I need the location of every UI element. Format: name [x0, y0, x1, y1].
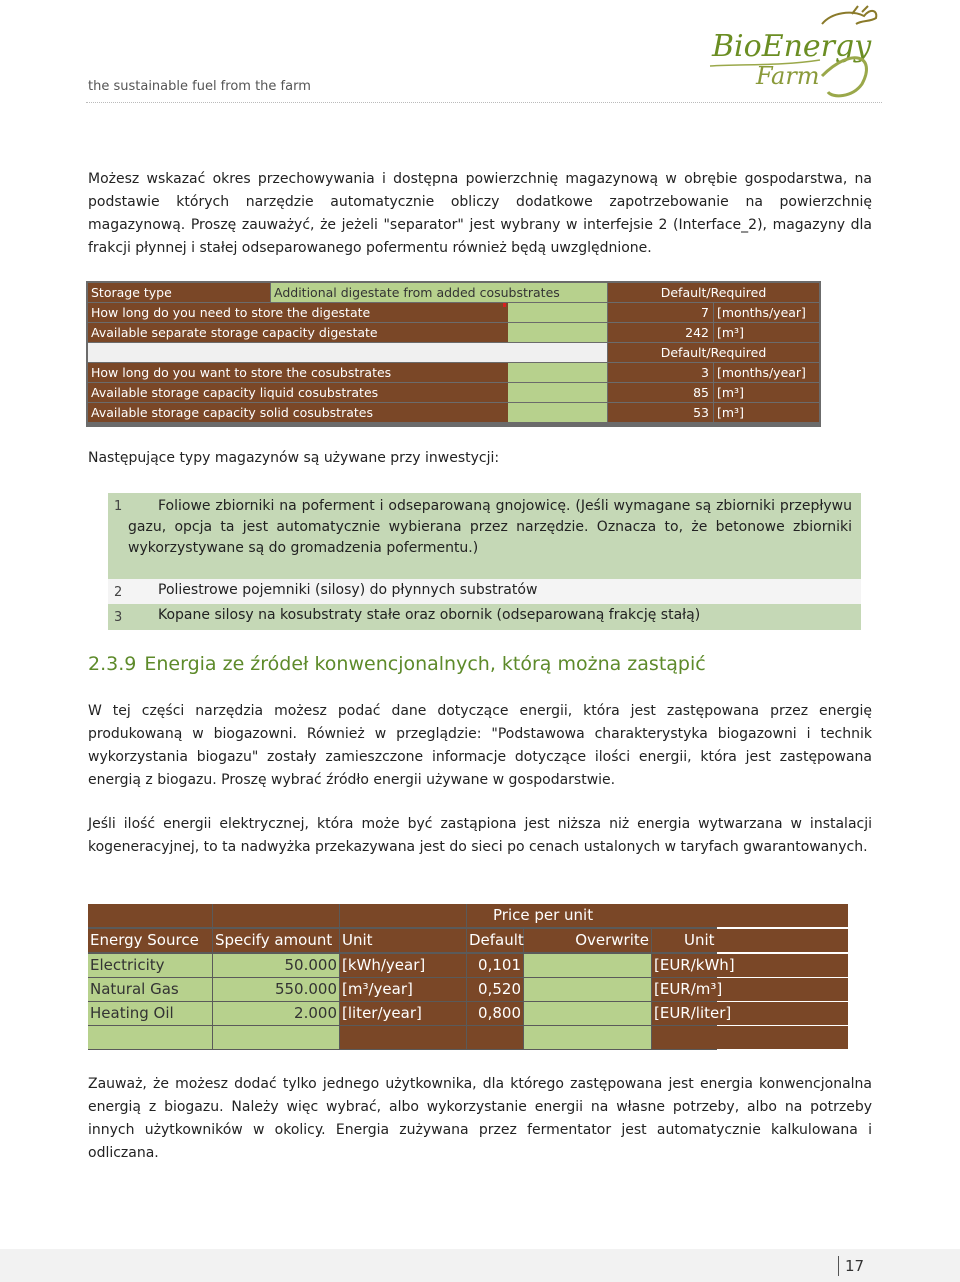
unit-cell: [liter/year] [340, 1002, 466, 1025]
energy-source-cell[interactable] [88, 1026, 212, 1049]
row-value[interactable]: 85 [608, 383, 713, 402]
list-item [108, 493, 861, 579]
row-unit: [m³] [714, 383, 819, 402]
overwrite-price-input[interactable] [524, 954, 651, 977]
energy-table [88, 904, 735, 1050]
section-title: Energia ze źródeł konwencjonalnych, którą można zastąpić [144, 653, 706, 675]
list-text: Poliestrowe pojemniki (silosy) do płynnych substratów [158, 582, 538, 598]
row-unit: [m³] [714, 403, 819, 422]
list-item [108, 579, 861, 605]
section-number: 2.3.9 [88, 653, 137, 675]
price-unit-cell: [EUR/m³] [652, 978, 848, 1001]
price-unit-cell [652, 1026, 848, 1049]
amount-input[interactable]: 550.000 [213, 978, 339, 1001]
svg-text:BioEnergy: BioEnergy [712, 29, 872, 64]
table-row [88, 343, 819, 363]
overwrite-price-input[interactable] [524, 1002, 651, 1025]
table-row [88, 1002, 848, 1025]
table-row [88, 1026, 848, 1049]
price-unit-cell: [EUR/liter] [652, 1002, 848, 1025]
table-header-row [88, 929, 848, 952]
unit-cell: [kWh/year] [340, 954, 466, 977]
column-header: Specify amount [213, 929, 339, 952]
column-header: Unit [340, 929, 466, 952]
table-row [88, 403, 819, 423]
energy-intro-paragraph: W tej części narzędzia możesz podać dane dotyczące energii, która jest zastępowana przez energię produkowaną w biogazowni. Również w przeglądzie: "Podstawowa charakterystyka biogazowni i technik wykorzystania biogazu" zostały zamieszczone informacje dotyczące ilości energii, która jest zastępowana energią z biogazu. Proszę wybrać źródło energii używane w gospodarstwie. [88, 703, 872, 788]
storage-type-label: Storage type [88, 283, 270, 302]
table-row [88, 323, 819, 343]
list-item [108, 604, 861, 630]
amount-input[interactable]: 2.000 [213, 1002, 339, 1025]
blank-cell [88, 343, 607, 362]
amount-input[interactable]: 50.000 [213, 954, 339, 977]
page-number: 17 [838, 1256, 864, 1276]
header-tagline: the sustainable fuel from the farm [88, 79, 311, 94]
input-cell[interactable] [508, 303, 607, 322]
list-text: Kopane silosy na kosubstraty stałe oraz obornik (odseparowaną frakcję stałą) [158, 607, 701, 623]
table-row [88, 303, 819, 323]
overwrite-price-input[interactable] [524, 1026, 651, 1049]
row-label: Available storage capacity liquid cosubstrates [88, 383, 607, 402]
row-label: Available storage capacity solid cosubstrates [88, 403, 607, 422]
unit-cell: [m³/year] [340, 978, 466, 1001]
row-unit: [m³] [714, 323, 819, 342]
footer-bar [0, 1249, 960, 1282]
storage-table [86, 281, 821, 427]
input-cell[interactable] [508, 363, 607, 382]
storage-type-select[interactable]: Additional digestate from added cosubstrates [271, 283, 607, 302]
row-label: How long do you need to store the digestate [88, 303, 607, 322]
default-required-header: Default/Required [608, 343, 819, 362]
table-row [88, 954, 848, 977]
bioenergy-farm-logo [702, 6, 882, 102]
column-header: Unit [652, 929, 848, 952]
table-row [88, 383, 819, 403]
default-price-cell: 0,520 [467, 978, 523, 1001]
input-cell[interactable] [508, 403, 607, 422]
column-header: Energy Source [88, 929, 212, 952]
row-value[interactable]: 242 [608, 323, 713, 342]
default-price-cell: 0,800 [467, 1002, 523, 1025]
row-value[interactable]: 7 [608, 303, 713, 322]
price-per-unit-header: Price per unit [467, 904, 848, 927]
list-number: 1 [114, 499, 123, 514]
table-row [88, 978, 848, 1001]
intro-paragraph: Możesz wskazać okres przechowywania i dostępna powierzchnię magazynową w obrębie gospodarstwa, na podstawie których narzędzie automatycznie obliczy dodatkowe zapotrzebowanie na powierzchnię magazynową. Proszę zauważyć, że jeżeli "separator" jest wybrany w interfejsie 2 (Interface_2), magazyny dla frakcji płynnej i stałej odseparowanego pofermentu również będą uwzględnione. [88, 171, 872, 256]
row-label: Available separate storage capacity digestate [88, 323, 607, 342]
input-cell[interactable] [508, 383, 607, 402]
storage-types-intro: Następujące typy magazynów są używane przy inwestycji: [88, 450, 500, 466]
row-unit: [months/year] [714, 303, 819, 322]
default-price-cell: 0,101 [467, 954, 523, 977]
column-header: Default [467, 929, 523, 952]
comment-marker [503, 303, 506, 307]
amount-input[interactable] [213, 1026, 339, 1049]
svg-text:Farm: Farm [756, 62, 820, 90]
energy-source-cell[interactable]: Natural Gas [88, 978, 212, 1001]
energy-source-cell[interactable]: Electricity [88, 954, 212, 977]
section-heading [88, 653, 706, 675]
header-rule [86, 102, 882, 103]
column-header: Overwrite [524, 929, 651, 952]
price-unit-cell: [EUR/kWh] [652, 954, 848, 977]
overwrite-price-input[interactable] [524, 978, 651, 1001]
row-value[interactable]: 53 [608, 403, 713, 422]
row-label: How long do you want to store the cosubstrates [88, 363, 607, 382]
surplus-paragraph: Jeśli ilość energii elektrycznej, która może być zastąpiona jest niższa niż energia wytwarzana w instalacji kogeneracyjnej, to ta nadwyżka przekazywana jest do sieci po cenach ustalonych w taryfach gwarantowanych. [88, 816, 872, 855]
note-paragraph: Zauważ, że możesz dodać tylko jednego użytkownika, dla którego zastępowana jest energia konwencjonalna energią z biogazu. Należy więc wybrać, albo wykorzystanie energii na własne potrzeby, albo na potrzeby innych użytkowników w okolicy. Energia zużywana przez fermentator jest automatycznie kalkulowana i odliczana. [88, 1076, 872, 1161]
default-price-cell [467, 1026, 523, 1049]
unit-cell [340, 1026, 466, 1049]
default-required-header: Default/Required [608, 283, 819, 302]
list-text: Foliowe zbiorniki na poferment i odseparowaną gnojowicę. (Jeśli wymagane są zbiorniki przepływu gazu, opcja ta jest automatycznie wybierana przez narzędzie. Oznacza to, że betonowe zbiorniki wykorzystywane są do gromadzenia pofermentu.) [128, 498, 852, 556]
energy-source-cell[interactable]: Heating Oil [88, 1002, 212, 1025]
row-unit: [months/year] [714, 363, 819, 382]
input-cell[interactable] [508, 323, 607, 342]
storage-type-row [88, 283, 819, 303]
list-number: 3 [114, 610, 123, 625]
list-number: 2 [114, 585, 123, 600]
table-header-row [88, 904, 848, 927]
table-row [88, 363, 819, 383]
row-value[interactable]: 3 [608, 363, 713, 382]
